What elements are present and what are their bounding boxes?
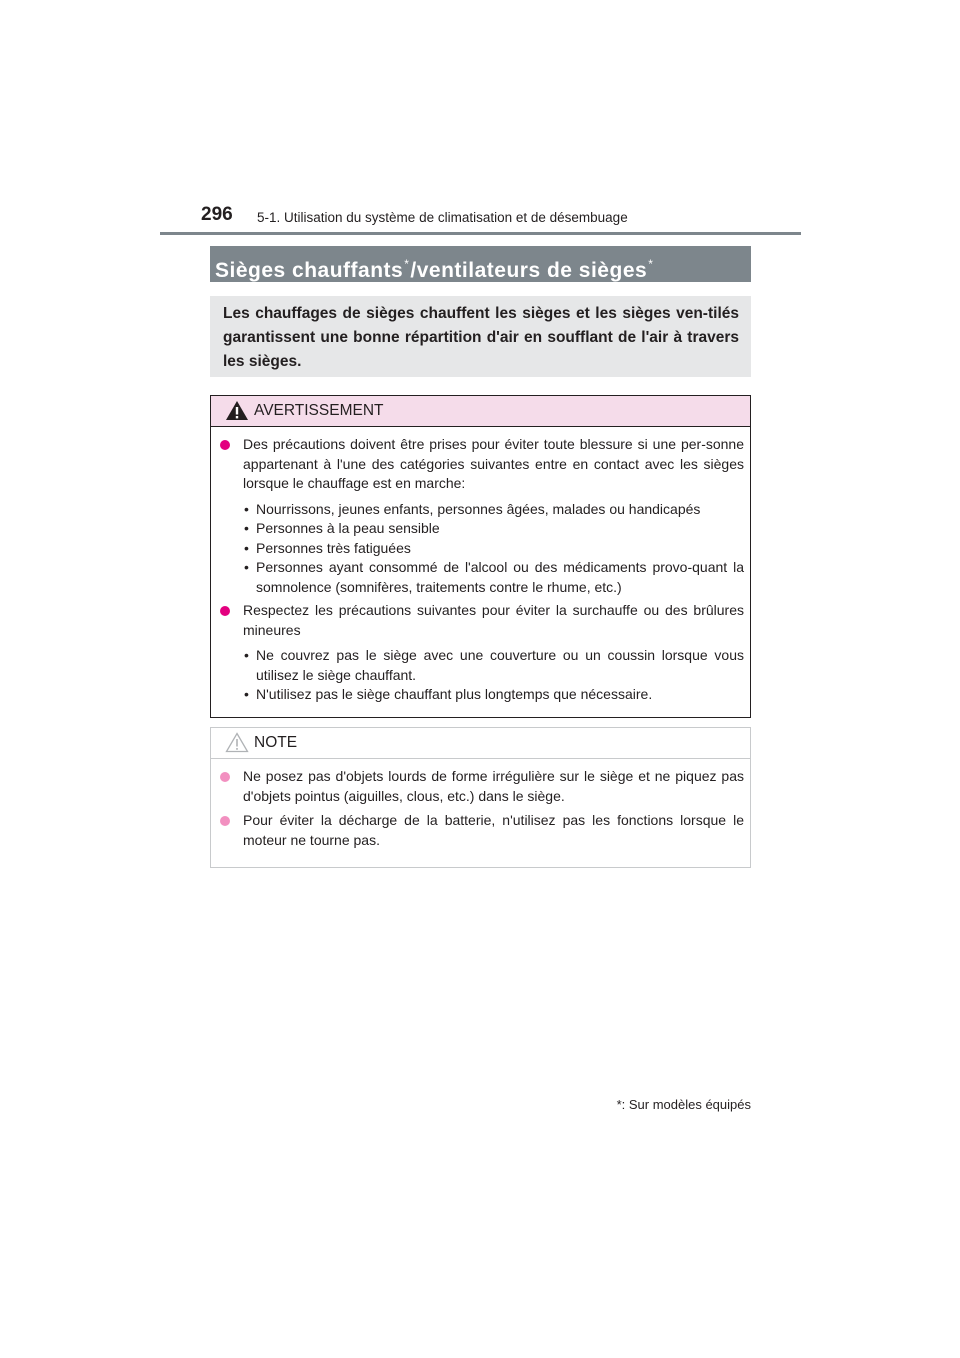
warning-item xyxy=(219,435,744,597)
section-header: 5-1. Utilisation du système de climatisation et de désembuage xyxy=(257,210,628,225)
warning-header xyxy=(211,396,750,427)
caution-triangle-icon xyxy=(225,732,249,753)
footnote-asterisk: * xyxy=(616,1097,622,1112)
note-heading: NOTE xyxy=(254,734,298,751)
warning-item-text: Respectez les précautions suivantes pour éviter la surchauffe ou des brûlures mineures xyxy=(243,602,744,638)
warning-triangle-icon xyxy=(225,400,249,421)
header-rule xyxy=(160,232,801,235)
warning-box xyxy=(210,395,751,718)
bullet-dot-icon xyxy=(220,606,230,616)
note-item xyxy=(219,811,744,850)
bullet-dot-icon xyxy=(220,772,230,782)
title-asterisk: * xyxy=(404,257,410,271)
warning-subitem: • Nourrissons, jeunes enfants, personnes âgées, malades ou handicapés xyxy=(243,500,744,520)
warning-subitem: • Personnes ayant consommé de l'alcool ou des médicaments provo-quant la somnolence (somnifères, traitements contre le rhume, etc.) xyxy=(243,558,744,597)
warning-body xyxy=(211,427,750,705)
note-body xyxy=(211,759,750,850)
warning-heading: AVERTISSEMENT xyxy=(254,402,384,419)
warning-subitem-list xyxy=(243,500,744,598)
intro-text: Les chauffages de sièges chauffent les sièges et les sièges ven-tilés garantissent une bonne répartition d'air en soufflant de l'air à travers les sièges. xyxy=(210,296,751,377)
page-title xyxy=(210,246,751,282)
footnote-text: : Sur modèles équipés xyxy=(621,1097,751,1112)
title-part-2: /ventilateurs de sièges xyxy=(410,259,648,282)
note-item xyxy=(219,767,744,806)
page-number: 296 xyxy=(201,204,233,225)
warning-subitem: • N'utilisez pas le siège chauffant plus longtemps que nécessaire. xyxy=(243,685,744,705)
warning-subitem: • Ne couvrez pas le siège avec une couverture ou un coussin lorsque vous utilisez le siège chauffant. xyxy=(243,646,744,685)
warning-subitem: • Personnes très fatiguées xyxy=(243,539,744,559)
footnote xyxy=(0,1097,751,1112)
note-item-text: Ne posez pas d'objets lourds de forme irrégulière sur le siège et ne piquez pas d'objets pointus (aiguilles, clous, etc.) dans le siège. xyxy=(243,768,744,804)
warning-item xyxy=(219,601,744,705)
bullet-dot-icon xyxy=(220,440,230,450)
warning-subitem-list xyxy=(243,646,744,705)
warning-item-text: Des précautions doivent être prises pour éviter toute blessure si une per-sonne appartenant à l'une des catégories suivantes entre en contact avec les sièges lorsque le chauffage est en marche: xyxy=(243,436,744,491)
title-part-1: Sièges chauffants xyxy=(215,259,404,282)
bullet-dot-icon xyxy=(220,816,230,826)
warning-subitem: • Personnes à la peau sensible xyxy=(243,519,744,539)
title-asterisk-2: * xyxy=(648,257,654,271)
note-box xyxy=(210,727,751,868)
note-item-text: Pour éviter la décharge de la batterie, n'utilisez pas les fonctions lorsque le moteur ne tourne pas. xyxy=(243,812,744,848)
note-header xyxy=(211,728,750,759)
